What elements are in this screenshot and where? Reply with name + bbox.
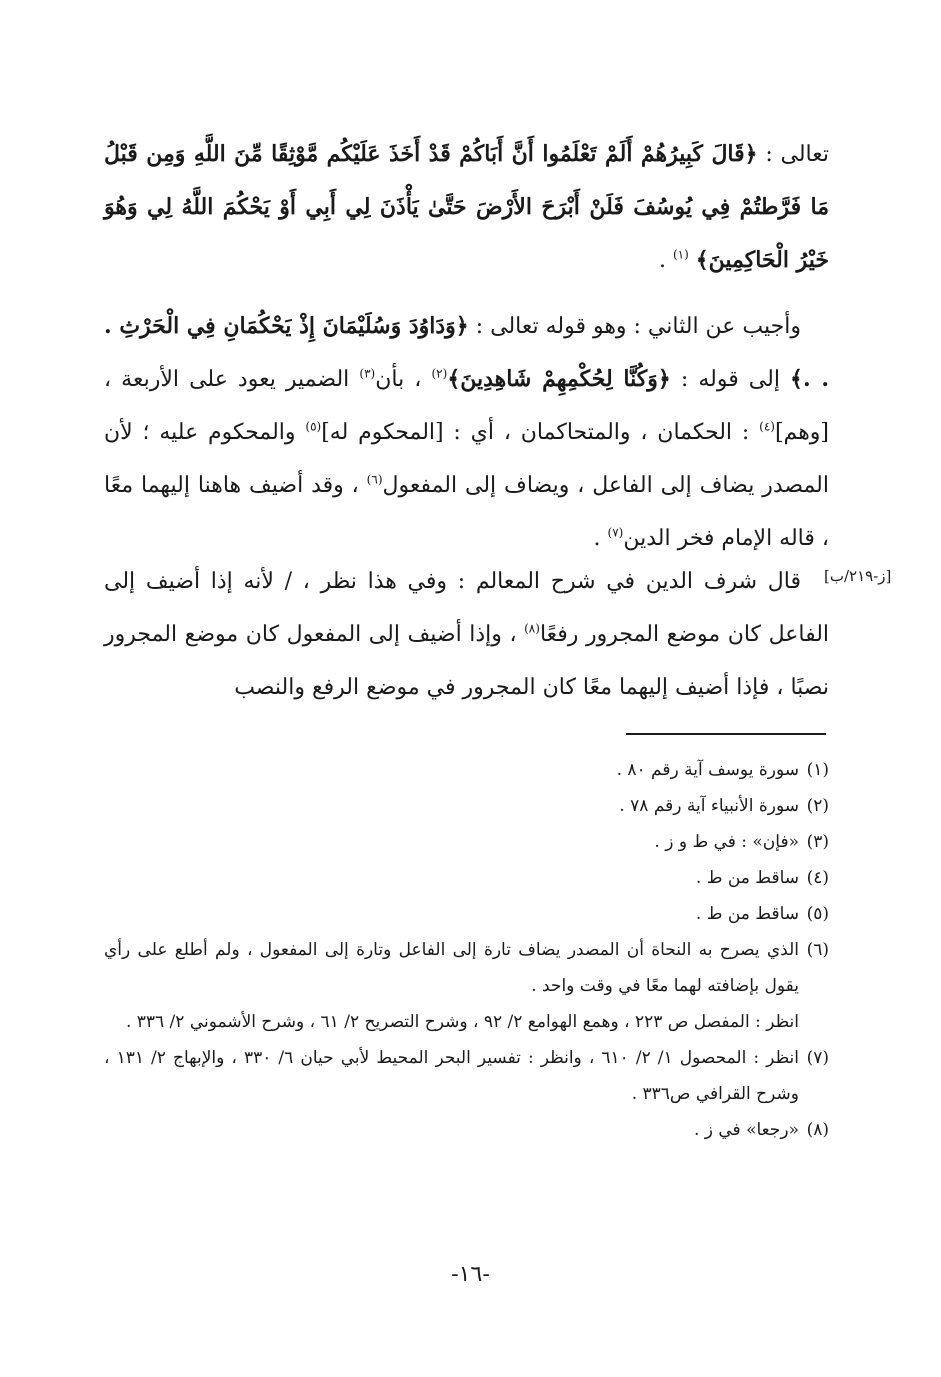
footnote-6: [104, 932, 829, 1004]
footnote-separator: [626, 733, 826, 735]
paragraph-text: والمحكوم عليه ؛ لأن المصدر يضاف إلى الفاعل ، ويضاف إلى المفعول: [104, 420, 829, 498]
footnote-text: سورة الأنبياء آية رقم ٧٨ .: [619, 796, 799, 816]
footnote-number: (٧): [806, 1048, 829, 1068]
page-number: -١٦-: [451, 1262, 490, 1287]
paragraph-2: [104, 300, 829, 565]
paragraph-text: قال شرف الدين في شرح المعالم : وفي هذا نظر ، / لأنه إذا أضيف إلى الفاعل كان موضع المجرور رفعًا: [104, 569, 830, 647]
paragraph-text: ، وقد أضيف هاهنا إليهما معًا ، قاله الإمام فخر الدين: [104, 473, 829, 551]
footnote-number: (٢): [806, 796, 829, 816]
paragraph-text: : الحكمان ، والمتحاكمان ، أي : [المحكوم له]: [321, 420, 760, 445]
paragraph-1: [104, 128, 829, 287]
footnote-7: [104, 1040, 829, 1112]
footnote-4: [104, 860, 829, 896]
footnote-text: سورة يوسف آية رقم ٨٠ .: [616, 760, 799, 780]
footnote-number: (٤): [806, 868, 829, 888]
footnote-number: (١): [806, 760, 829, 780]
footnote-ref: (٨): [524, 621, 540, 636]
footnote-ref: (٦): [366, 472, 383, 487]
footnote-ref: (٢): [431, 366, 448, 381]
paragraph-text: وأجيب عن الثاني : وهو قوله تعالى :: [468, 314, 801, 339]
footnote-2: [104, 788, 829, 824]
footnote-ref: (٤): [759, 419, 775, 434]
footnote-ref: (٥): [305, 419, 322, 434]
paragraph-3: [104, 555, 829, 714]
paragraph-text: الضمير يعود على الأربعة ، [وهم]: [104, 367, 830, 445]
footnote-6-continuation: انظر : المفصل ص ٢٢٣ ، وهمع الهوامع ٢/ ٩٢ ، وشرح التصريح ٢/ ٦١ ، وشرح الأشموني ٢/ ٣٣٦ .: [125, 1012, 799, 1032]
paragraph-text: .: [658, 248, 673, 273]
footnote-number: (٣): [806, 832, 829, 852]
paragraph-text: إلى قوله :: [670, 367, 791, 392]
footnote-text: «فإن» : في ط و ز .: [654, 832, 799, 852]
footnote-number: (٨): [806, 1120, 829, 1140]
footnote-8: [104, 1112, 829, 1148]
footnote-ref: (٧): [607, 525, 624, 540]
footnote-1: [104, 752, 829, 788]
footnote-text: الذي يصرح به النحاة أن المصدر يضاف تارة إلى الفاعل وتارة إلى المفعول ، ولم أطلع على رأي يقول بإضافته لهما معًا في وقت واحد .: [104, 940, 799, 996]
footnote-5: [104, 896, 829, 932]
footnote-text: ساقط من ط .: [695, 904, 799, 924]
footnote-text: ساقط من ط .: [695, 868, 799, 888]
footnotes-section: [104, 752, 829, 1148]
paragraph-text: تعالى :: [757, 142, 829, 167]
footnote-ref: (١): [672, 247, 689, 262]
footnote-text: «رجعا» في ز .: [693, 1120, 799, 1140]
footnote-3: [104, 824, 829, 860]
footnote-ref: (٣): [359, 366, 376, 381]
quran-verse: ﴿وَكُنَّا لِحُكْمِهِمْ شَاهِدِينَ﴾: [447, 366, 671, 392]
paragraph-text: ، وإذا أضيف إلى المفعول كان موضع المجرور نصبًا ، فإذا أضيف إليهما معًا كان المجرور في موضع الرفع والنصب: [104, 622, 829, 700]
footnote-number: (٦): [806, 940, 829, 960]
paragraph-text: ، بأن: [375, 367, 432, 392]
quran-verse: ﴿وَدَاوُدَ وَسُلَيْمَانَ إِذْ يَحْكُمَانِ فِي الْحَرْثِ . . .﴾: [104, 313, 830, 392]
footnote-text: انظر : المحصول ١/ ٢/ ٦١٠ ، وانظر : تفسير البحر المحيط لأبي حيان ٦/ ٣٣٠ ، والإبهاج ٢/ ١٣١ ، وشرح القرافي ص٣٣٦ .: [104, 1048, 799, 1104]
footnote-number: (٥): [806, 904, 829, 924]
manuscript-folio-reference: [ز-٢١٩/ب]: [824, 567, 892, 585]
quran-verse: ﴿قَالَ كَبِيرُهُمْ أَلَمْ تَعْلَمُوا أَنَّ أَبَاكُمْ قَدْ أَخَذَ عَلَيْكُم مَّوْثِقًا مِّنَ اللَّهِ وَمِن قَبْلُ مَا فَرَّطتُمْ فِي يُوسُفَ فَلَنْ أَبْرَحَ الأَرْضَ حَتَّىٰ يَأْذَنَ لِي أَبِي أَوْ يَحْكُمَ اللَّهُ لِي وَهُوَ خَيْرُ الْحَاكِمِينَ﴾: [104, 141, 829, 273]
paragraph-text: .: [593, 526, 608, 551]
